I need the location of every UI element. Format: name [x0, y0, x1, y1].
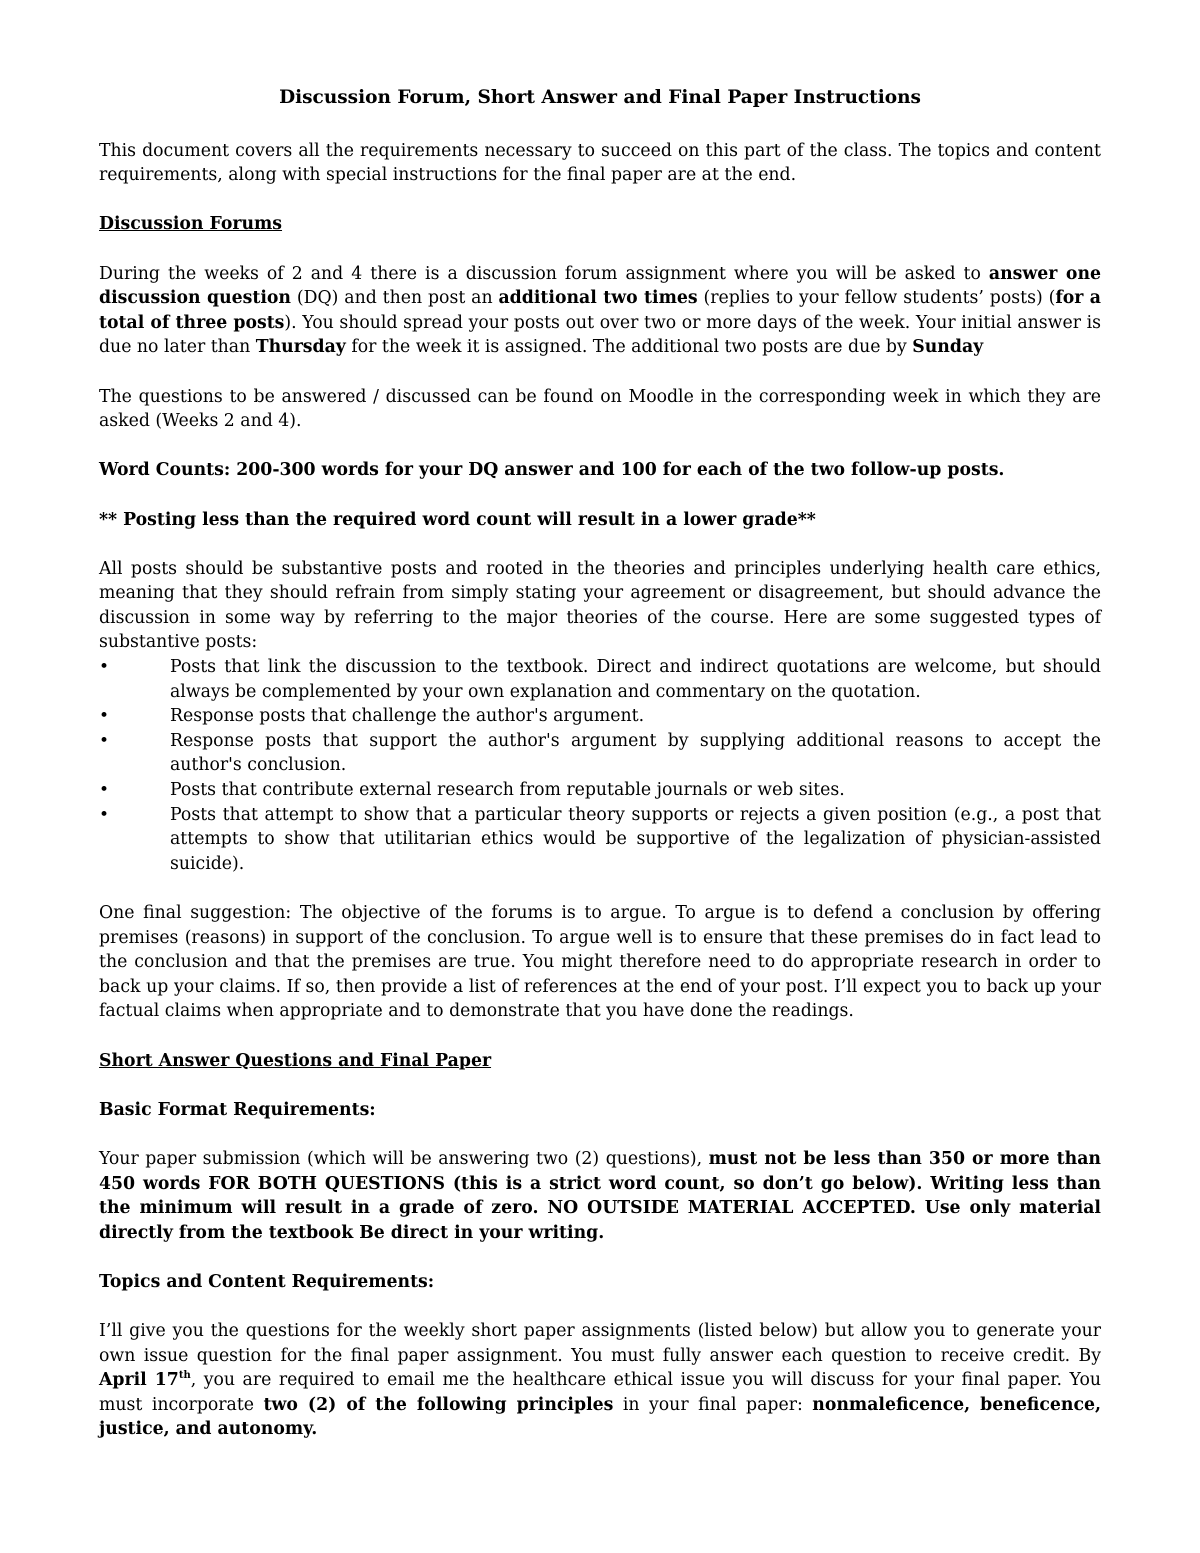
substantive-posts-paragraph: All posts should be substantive posts and rooted in the theories and principles underlying health care ethics, meaning that they should refrain from simply stating your agreement or disagreement, but should advance the discussion in some way by referring to the major theories of the course. Here are some suggested types of substantive posts: [99, 558, 1101, 653]
intro-paragraph: This document covers all the requirements necessary to succeed on this part of the class. The topics and content requirements, along with special instructions for the final paper are at the end. [99, 140, 1101, 186]
text-run: During the weeks of 2 and 4 there is a discussion forum assignment where you will be asked to [99, 263, 989, 284]
suggested-posts-list [99, 655, 1101, 876]
bold-run: Sunday [912, 337, 984, 358]
list-item-text: Posts that attempt to show that a particular theory supports or rejects a given position (e.g., a post that attempts to show that utilitarian ethics would be supportive of the legalization of physician-assisted suicide). [170, 804, 1101, 874]
bold-run: must not be less than 350 or more than 450 words FOR BOTH QUESTIONS (this is a strict word count, so don’t go below). Writing less than the minimum will result in a grade of zero. NO OUTSIDE MATERIAL ACCEPTED. Use only material directly from the textbook Be direct in your writing. [99, 1148, 1101, 1243]
text-run: (DQ) and then post an [291, 288, 499, 309]
short-answer-heading: Short Answer Questions and Final Paper [99, 1050, 492, 1071]
bullet-icon: • [99, 706, 110, 727]
text-run: I’ll give you the questions for the weekly short paper assignments (listed below) but allow you to generate your own issue question for the final paper assignment. You must fully answer each question to receive credit. By [99, 1321, 1101, 1366]
list-item [99, 655, 1101, 704]
discussion-requirements-paragraph [99, 262, 1101, 360]
list-item-text: Posts that contribute external research from reputable journals or web sites. [170, 780, 845, 801]
list-item [99, 803, 1101, 877]
word-counts-text: Word Counts: 200-300 words for your DQ answer and 100 for each of the two follow-up posts. [99, 460, 1005, 481]
posting-warning-paragraph [99, 508, 1101, 533]
word-counts-paragraph [99, 458, 1101, 483]
posting-warning-text: ** Posting less than the required word count will result in a lower grade** [99, 509, 816, 530]
text-run: (replies to your fellow students’ posts) ( [697, 288, 1056, 309]
bold-run: for a total of three posts [99, 288, 1102, 333]
text-run: ). You should spread your posts out over two or more days of the week. Your initial answer is due no later than [99, 312, 1101, 358]
bold-run: answer one discussion question [99, 263, 1101, 309]
document-page [99, 86, 1101, 1467]
list-item [99, 778, 1101, 803]
text-run: , you are required to email me the healthcare ethical issue you will discuss for your final paper. You must incorporate [99, 1370, 1101, 1415]
list-item-text: Posts that link the discussion to the textbook. Direct and indirect quotations are welcome, but should always be complemented by your own explanation and commentary on the quotation. [170, 657, 1101, 702]
topics-paragraph [99, 1319, 1101, 1442]
bold-run: additional two times [498, 288, 698, 309]
bold-run: two (2) of the following principles [263, 1394, 614, 1415]
bold-run: Thursday [255, 337, 346, 358]
bullet-icon: • [99, 730, 110, 751]
list-item-text: Response posts that challenge the author's argument. [170, 706, 645, 727]
bold-run: April 17 [99, 1370, 179, 1391]
bold-run: nonmaleficence, beneficence, justice, and autonomy. [99, 1394, 1101, 1440]
text-run: in your final paper: [613, 1394, 813, 1415]
superscript-text: th [178, 1370, 191, 1382]
basic-format-paragraph [99, 1147, 1101, 1245]
list-item-text: Response posts that support the author's argument by supplying additional reasons to accept the author's conclusion. [170, 730, 1101, 776]
basic-format-heading: Basic Format Requirements: [99, 1099, 376, 1120]
moodle-paragraph: The questions to be answered / discussed can be found on Moodle in the corresponding week in which they are asked (Weeks 2 and 4). [99, 386, 1101, 432]
document-title: Discussion Forum, Short Answer and Final Paper Instructions [279, 87, 921, 108]
topics-heading: Topics and Content Requirements: [99, 1271, 435, 1292]
text-run: Your paper submission (which will be answering two (2) questions), [99, 1148, 709, 1169]
list-item [99, 729, 1101, 778]
text-run: for the week it is assigned. The additional two posts are due by [345, 337, 913, 358]
discussion-forums-heading: Discussion Forums [99, 214, 283, 235]
bullet-icon: • [99, 780, 110, 801]
list-item [99, 704, 1101, 729]
bold-superscript [179, 1370, 191, 1390]
bullet-icon: • [99, 657, 110, 678]
bullet-icon: • [99, 804, 110, 825]
final-suggestion-paragraph: One final suggestion: The objective of the forums is to argue. To argue is to defend a conclusion by offering premises (reasons) in support of the conclusion. To argue well is to ensure that these premises do in fact lead to the conclusion and that the premises are true. You might therefore need to do appropriate research in order to back up your claims. If so, then provide a list of references at the end of your post. I’ll expect you to back up your factual claims when appropriate and to demonstrate that you have done the readings. [99, 903, 1101, 1022]
